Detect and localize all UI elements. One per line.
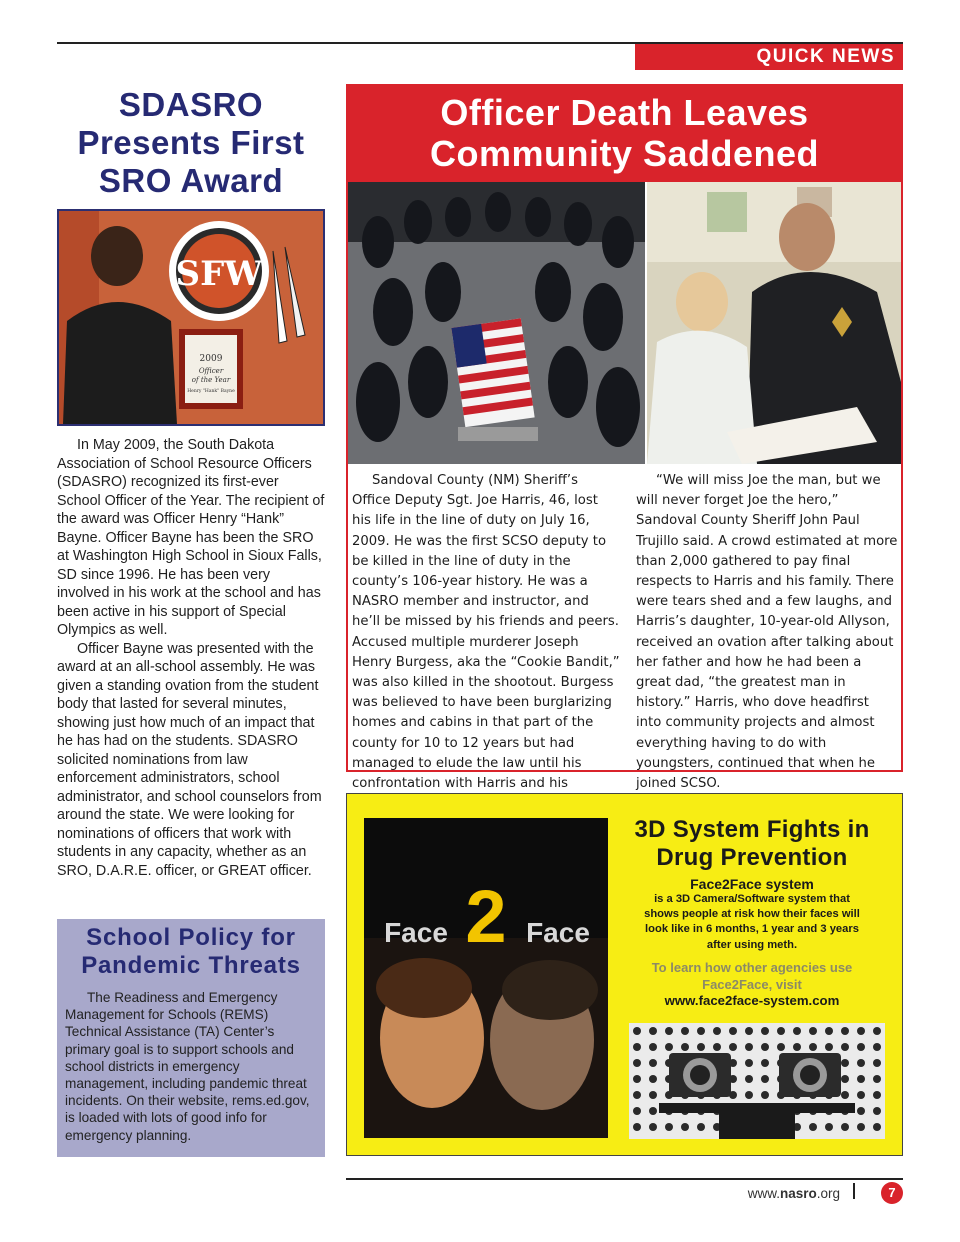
rig-dot [745,1091,753,1099]
memorial-paragraph-2: “We will miss Joe the man, but we will never forget Joe the hero,” Sandoval County Sheriff John Paul Trujillo said. A crowd estimated at more than 2,000 gathered to pay final respects to Harris and his family. There were tears shed and a few laughs, and Harris’s daughter, 10-year-old Allyson, received an ovation after talking about her father and how he had been a great dad, “the greatest man in history.” Harris, who dove headfirst into community projects and almost everything having to do with youngsters, continued that when he joined SCSO. [636,473,898,792]
logo-face-left: Face [384,917,448,948]
ad-headline: 3D System Fights in Drug Prevention [634,816,870,871]
rig-dot [665,1123,673,1131]
rig-dot [857,1107,865,1115]
sheriff-reading-photo [647,182,901,464]
rig-dot [729,1027,737,1035]
footer-url[interactable] [700,1186,840,1201]
footer-separator [853,1183,855,1199]
rig-dot [761,1075,769,1083]
rig-dot [793,1027,801,1035]
rig-dot [857,1123,865,1131]
rig-dot [841,1075,849,1083]
rig-dot [633,1043,641,1051]
rig-dot [873,1027,881,1035]
award-paragraph-1: In May 2009, the South Dakota Association of School Resource Officers (SDASRO) recognized its first-ever School Officer of the Year. The recipient of the award was Officer Henry “Hank” Bayne. Officer Bayne has been the SRO at Washington High School in Sioux Falls, SD since 1996. He has been very involved in his work at the school and has been active in his support of Special Olympics as well. [57,437,325,638]
rig-dot [713,1043,721,1051]
rig-dot [761,1059,769,1067]
rig-dot [633,1091,641,1099]
face2face-advertisement [346,793,903,1156]
rig-dot [761,1091,769,1099]
logo-two: 2 [465,875,507,958]
rig-dot [745,1027,753,1035]
rig-dot [649,1075,657,1083]
policy-box [57,919,325,1157]
rig-dot [809,1123,817,1131]
rig-dot [809,1043,817,1051]
rig-dot [873,1091,881,1099]
rig-dot [665,1043,673,1051]
plaque-line-2: of the Year [191,376,231,384]
plaque-year: 2009 [199,354,223,364]
policy-paragraph: The Readiness and Emergency Management for Schools (REMS) Technical Assistance (TA) Center’s primary goal is to support schools and school districts in emergency management, including pandemic threat incidents. On their website, rems.ed.gov, is loaded with lots of good info for emergency planning. [65,990,310,1143]
footer-url-pre: www. [747,1186,780,1201]
page-number: 7 [881,1182,903,1204]
rig-dot [777,1027,785,1035]
memorial-article [346,84,903,792]
rig-dot [841,1043,849,1051]
rig-dot [713,1027,721,1035]
rig-dot [761,1027,769,1035]
rig-dot [681,1027,689,1035]
award-headline: SDASRO Presents First SRO Award [77,86,305,199]
rig-dot [649,1107,657,1115]
ad-learn-more: To learn how other agencies use Face2Face, visit [651,960,853,992]
sign-logo: SFW [175,254,263,294]
rig-dot [649,1091,657,1099]
sheriff-with-child-image [647,182,901,464]
rig-dot [649,1027,657,1035]
award-paragraph-2: Officer Bayne was presented with the award at an all-school assembly. He was given a standing ovation from the student body that lasted for several minutes, showing just how much of an impact that he has had on the students. SDASRO solicited nominations from law enforcement administrators, school administrator, and school counselors from around the state. We were looking for nominations of officers that work with students in any capacity, whether as an SRO, D.A.R.E. officer, or GREAT officer. [57,640,322,879]
rig-dot [857,1027,865,1035]
rig-dot [665,1027,673,1035]
rig-dot [841,1123,849,1131]
camera-rig-svg [629,1023,885,1139]
rig-dot [825,1043,833,1051]
rig-dot [633,1059,641,1067]
rig-dot [649,1043,657,1051]
section-label: QUICK NEWS [635,44,903,70]
rig-dot [777,1043,785,1051]
rig-dot [841,1091,849,1099]
award-photo [57,209,325,426]
rig-dot [681,1123,689,1131]
rig-dot [841,1059,849,1067]
rig-dot [633,1027,641,1035]
memorial-paragraph-1: Sandoval County (NM) Sheriff’s Office Deputy Sgt. Joe Harris, 46, lost his life in the line of duty on July 16, 2009. He was the first SCSO deputy to be killed in the line of duty in the county’s 106-year history. He was a NASRO member and instructor, and he’ll be missed by his friends and peers. Accused multiple murderer Joseph Henry Burgess, aka the “Cookie Bandit,” was also killed in the shootout. Burgess was believed to have been burglarizing homes and cabins in that part of the county for 10 to 12 years but had managed to elude the law until his confrontation with Harris and his [352,473,620,792]
face2face-logo-image [364,818,608,1138]
footer-rule [346,1178,903,1180]
rig-dot [873,1107,881,1115]
rig-dot [841,1027,849,1035]
rig-dot [857,1059,865,1067]
rig-dot [873,1123,881,1131]
rig-dot [633,1107,641,1115]
logo-face-right: Face [526,917,590,948]
rig-dot [745,1043,753,1051]
rig-dot [873,1043,881,1051]
rig-dot [857,1043,865,1051]
rig-dot [697,1027,705,1035]
rig-dot [681,1043,689,1051]
rig-dot [761,1043,769,1051]
procession-image [348,182,645,464]
rig-dot [633,1075,641,1083]
officer-with-plaque-image [59,211,323,424]
memorial-column-1 [352,471,620,814]
rig-dot [825,1123,833,1131]
rig-dot [697,1123,705,1131]
rig-dot [697,1043,705,1051]
rig-dot [825,1027,833,1035]
plaque-line-1: Officer [198,367,224,375]
rig-dot [793,1043,801,1051]
rig-dot [873,1059,881,1067]
faces-image [364,818,608,1138]
plaque-line-3: Henry "Hank" Bayne [187,389,235,394]
rig-dot [857,1091,865,1099]
ad-website-link[interactable]: www.face2face-system.com [664,993,840,1008]
rig-dot [649,1059,657,1067]
policy-headline: School Policy for Pandemic Threats [81,924,301,979]
rig-dot [745,1075,753,1083]
ad-subtitle: Face2Face system [690,876,814,892]
rig-dot [873,1075,881,1083]
memorial-headline: Officer Death Leaves Community Saddened [348,86,901,182]
rig-dot [745,1059,753,1067]
rig-dot [729,1043,737,1051]
camera-rig-image [629,1023,885,1139]
footer-url-bold: nasro [779,1186,817,1201]
ad-description: is a 3D Camera/Software system that shows people at risk how their faces will look like in 6 months, 1 year and 3 years after using meth. [644,893,860,951]
award-article-text [57,436,325,880]
memorial-column-2 [636,471,898,794]
policy-text [65,989,313,1144]
rig-dot [857,1075,865,1083]
funeral-procession-photo [348,182,645,464]
rig-dot [809,1027,817,1035]
rig-dot [649,1123,657,1131]
footer-url-post: .org [816,1186,840,1201]
rig-dot [633,1123,641,1131]
